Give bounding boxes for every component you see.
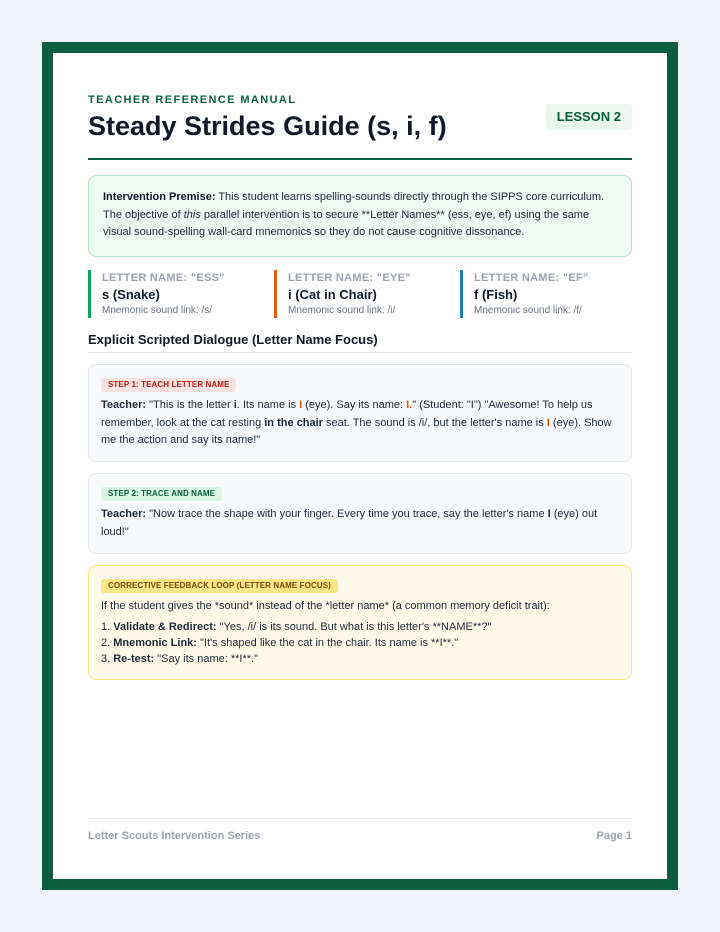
corrective-steps (101, 619, 619, 667)
step-1-script (101, 397, 619, 450)
list-item (101, 619, 619, 635)
list-label: Mnemonic Link: (113, 636, 197, 649)
script-text: . Its name is (236, 399, 300, 411)
step-1-card (88, 364, 632, 462)
script-text: "This is the letter (146, 399, 234, 411)
step-2-speaker: Teacher: (101, 508, 147, 520)
letter-card-mnemonic: Mnemonic sound link: /i/ (288, 305, 396, 316)
dialogue-divider (88, 352, 632, 353)
step-1-speaker: Teacher: (101, 399, 147, 411)
bold-phrase: in the chair (264, 416, 323, 429)
letter-highlight: i (233, 399, 237, 411)
step-2-tag: STEP 2: TRACE AND NAME (101, 487, 222, 501)
footer-divider (88, 818, 632, 819)
premise-label: Intervention Premise: (103, 191, 216, 203)
letter-name-highlight: I (546, 416, 550, 429)
premise-callout (88, 175, 632, 257)
list-number: 1. (101, 620, 114, 633)
letter-highlight: I (547, 508, 551, 520)
list-number: 2. (101, 636, 114, 649)
corrective-tag: CORRECTIVE FEEDBACK LOOP (LETTER NAME FOCUS) (101, 579, 338, 593)
letter-card-value: s (Snake) (102, 287, 160, 302)
premise-text-1: This student learns spelling-sounds directly through the SIPPS core curriculum. The objective of (103, 191, 605, 221)
letter-card-s (88, 270, 264, 318)
footer-page-number: Page 1 (596, 830, 632, 842)
corrective-feedback-card (88, 565, 632, 680)
step-1-tag: STEP 1: TEACH LETTER NAME (101, 378, 236, 392)
script-text: (eye). Show me the action and say its name!" (101, 416, 612, 446)
script-text: (eye). Say its name: (302, 399, 407, 411)
script-text: "Now trace the shape with your finger. Every time you trace, say the letter's name (146, 508, 548, 520)
list-item (101, 651, 619, 667)
script-text: seat. The sound is /i/, but the letter's name is (322, 416, 547, 429)
letter-card-label: LETTER NAME: "EYE" (288, 272, 411, 284)
script-text: " (Student: "I") "Awesome! To help us remember, look at the cat resting (101, 399, 593, 429)
letter-card-f (460, 270, 632, 318)
letter-card-label: LETTER NAME: "ESS" (102, 272, 225, 284)
premise-text-2: parallel intervention is to secure **Letter Names** (ess, eye, ef) using the same visual sound-spelling wall-card mnemonics so they do not cause cognitive dissonance. (103, 208, 590, 238)
title-divider (88, 158, 632, 160)
letter-cards (88, 270, 632, 318)
list-text: "Say its name: **I**." (154, 652, 258, 665)
document-page (53, 53, 667, 879)
corrective-intro: If the student gives the *sound* instead of the *letter name* (a common memory deficit trait): (101, 600, 550, 612)
script-text: (eye) out loud!" (101, 508, 598, 538)
list-text: "Yes, /i/ is its sound. But what is this letter's **NAME**?" (216, 620, 492, 633)
list-label: Validate & Redirect: (113, 620, 217, 633)
letter-card-value: f (Fish) (474, 287, 518, 302)
letter-card-i (274, 270, 450, 318)
letter-card-value: i (Cat in Chair) (288, 287, 377, 302)
lesson-badge: LESSON 2 (546, 104, 632, 130)
list-text: "It's shaped like the cat in the chair. Its name is **I**." (196, 636, 459, 649)
step-2-script (101, 506, 619, 541)
footer-series: Letter Scouts Intervention Series (88, 830, 261, 842)
list-label: Re-test: (113, 652, 155, 665)
letter-card-mnemonic: Mnemonic sound link: /s/ (102, 305, 213, 316)
list-number: 3. (101, 652, 114, 665)
letter-card-label: LETTER NAME: "EF" (474, 272, 589, 284)
page-title: Steady Strides Guide (s, i, f) (88, 111, 447, 141)
manual-eyebrow: TEACHER REFERENCE MANUAL (88, 94, 297, 106)
list-item (101, 635, 619, 651)
letter-name-highlight: I (299, 399, 303, 411)
letter-card-mnemonic: Mnemonic sound link: /f/ (474, 305, 582, 316)
letter-name-highlight: I. (406, 399, 413, 411)
step-2-card (88, 473, 632, 554)
premise-emphasis: this (183, 208, 201, 221)
dialogue-heading: Explicit Scripted Dialogue (Letter Name Focus) (88, 332, 378, 347)
